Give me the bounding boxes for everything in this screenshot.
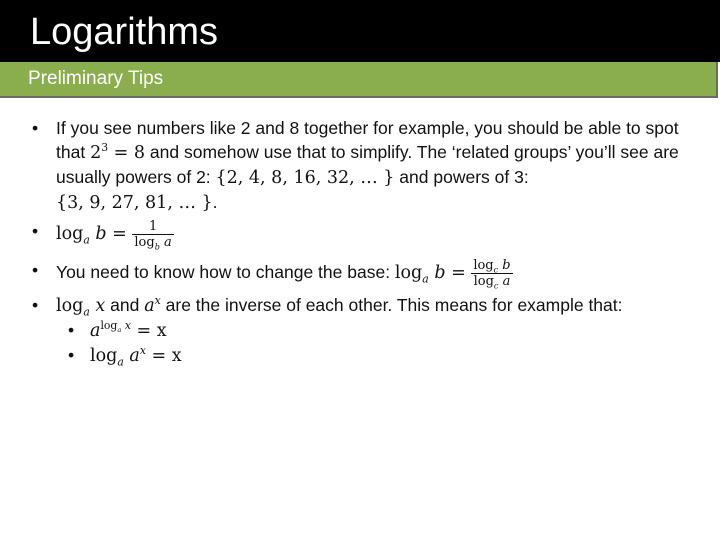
math-identity-1: $a^{log_a x} = x$ [90,319,167,341]
bullet-dot: • [68,320,75,340]
sub-bullet-log-a-pow [64,343,698,368]
math-identity-2: $\log_a a^x = x$ [90,344,182,369]
powers-of-3-set: {3, 9, 27, 81, … } [56,193,213,213]
slide-subtitle: Preliminary Tips [28,68,164,89]
equals-sign: = [445,263,472,284]
subtitle-bar [0,62,718,98]
bullet-dot: • [32,295,39,315]
equals-sign: = [106,224,133,245]
math-log-ab: $\log_a b$ [56,224,107,247]
bullet-text: If you see numbers like 2 and 8 together for example, you should be able to spot that [56,118,679,162]
math-log-ab: $\log_a b$ [394,263,446,286]
bullet-dot: • [68,345,75,365]
bullet-list [28,116,698,368]
bullet-dot: • [32,221,39,241]
powers-of-2-set: {2, 4, 8, 16, 32, … } [215,168,395,188]
slide-title: Logarithms [30,11,218,53]
title-bar [0,0,720,62]
bullet-text: and powers of 3: [394,167,529,187]
bullet-dot: • [32,118,39,138]
math-power: $2^3 = 8$ [90,141,146,163]
bullet-text: are the inverse of each other. This means for example that: [160,295,623,315]
period: . [212,192,218,212]
bullet-change-of-base [28,258,698,289]
bullet-text: You need to know how to change the base: [56,262,395,283]
bullet-reciprocal-rule [28,219,698,250]
bullet-text: and [105,295,145,315]
math-a-power-x: $a^x$ [144,294,161,316]
sub-bullet-list [64,318,698,368]
bullet-dot: • [32,260,39,280]
sub-bullet-a-pow-log [64,318,698,343]
bullet-text: and somehow use that to simplify. The ‘related groups’ you’ll see are usually powers of 2: [56,142,679,187]
fraction: $\frac{1}{\log_b a}$ [134,219,172,252]
fraction: $\frac{\log_c b}{\log_c a}$ [473,258,511,291]
math-log-ax: $\log_a x$ [56,296,106,319]
bullet-related-groups [28,116,698,215]
bullet-inverse [28,293,698,318]
